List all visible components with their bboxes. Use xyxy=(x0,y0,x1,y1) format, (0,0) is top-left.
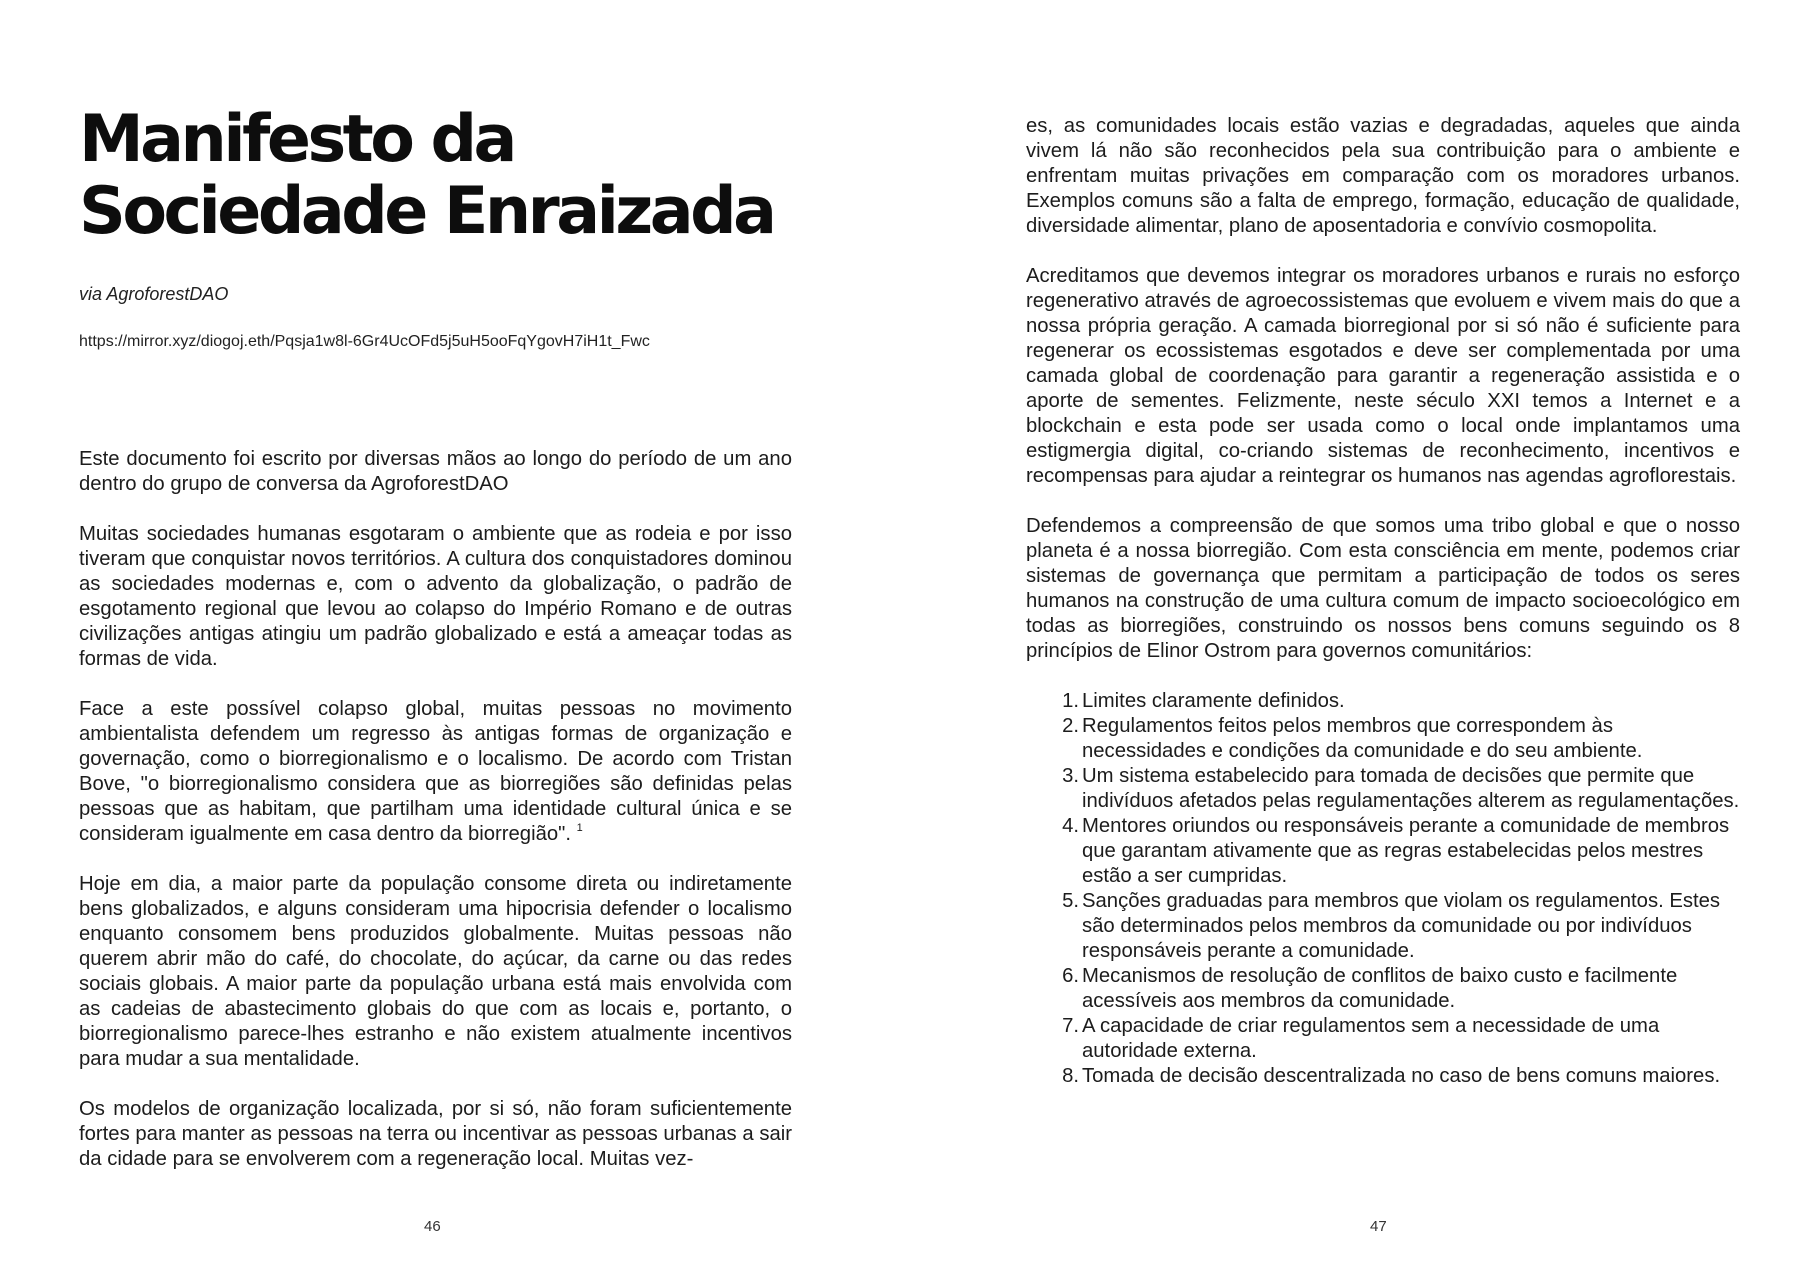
list-number: 7. xyxy=(1062,1015,1079,1037)
list-item xyxy=(1062,1064,1740,1089)
list-item-text: Regulamentos feitos pelos membros que correspondem às necessidades e condições da comunidade e do seu ambiente. xyxy=(1082,715,1643,762)
list-item xyxy=(1062,714,1740,764)
paragraph: Defendemos a compreensão de que somos uma tribo global e que o nosso planeta é a nossa biorregião. Com esta consciência em mente, podemos criar sistemas de governança que permitam a participação de todos os seres humanos na construção de uma cultura comum de impacto socioecológico em todas as biorregiões, construindo os nossos bens comuns seguindo os 8 princípios de Elinor Ostrom para governos comunitários: xyxy=(1026,515,1740,662)
list-item-text: Sanções graduadas para membros que violam os regulamentos. Estes são determinados pelos membros da comunidade ou por indivíduos responsáveis perante a comunidade. xyxy=(1082,890,1721,962)
list-item xyxy=(1062,814,1740,889)
list-item-text: Limites claramente definidos. xyxy=(1082,690,1345,712)
list-item xyxy=(1062,964,1740,1014)
list-number: 2. xyxy=(1062,715,1079,737)
source-url: https://mirror.xyz/diogoj.eth/Pqsja1w8l-6Gr4UcOFd5j5uH5ooFqYgovH7iH1t_Fwc xyxy=(79,333,650,350)
list-item-text: Mecanismos de resolução de conflitos de baixo custo e facilmente acessíveis aos membros da comunidade. xyxy=(1082,965,1678,1012)
paragraph xyxy=(79,697,792,847)
list-number: 5. xyxy=(1062,890,1079,912)
list-number: 8. xyxy=(1062,1065,1079,1087)
list-number: 1. xyxy=(1062,690,1079,712)
list-number: 3. xyxy=(1062,765,1079,787)
paragraph: Este documento foi escrito por diversas mãos ao longo do período de um ano dentro do grupo de conversa da AgroforestDAO xyxy=(79,448,792,495)
list-item-text: Tomada de decisão descentralizada no caso de bens comuns maiores. xyxy=(1082,1065,1721,1087)
paragraph: es, as comunidades locais estão vazias e degradadas, aqueles que ainda vivem lá não são reconhecidos pela sua contribuição para o ambiente e enfrentam muitas privações em comparação com os moradores urbanos. Exemplos comuns são a falta de emprego, formação, educação de qualidade, diversidade alimentar, plano de aposentadoria e convívio cosmopolita. xyxy=(1026,115,1740,237)
source-attribution: via AgroforestDAO xyxy=(79,284,229,304)
paragraph: Os modelos de organização localizada, por si só, não foram suficientemente fortes para manter as pessoas na terra ou incentivar as pessoas urbanas a sair da cidade para se envolverem com a regeneração local. Muitas vez- xyxy=(79,1098,792,1170)
left-text-column xyxy=(79,447,792,1197)
list-item-text: A capacidade de criar regulamentos sem a necessidade de uma autoridade externa. xyxy=(1082,1015,1660,1062)
list-item xyxy=(1062,689,1740,714)
paragraph-text: Face a este possível colapso global, muitas pessoas no movimento ambientalista defendem um regresso às antigas formas de organização e governação, como o biorregionalismo e o localismo. De acordo com Tristan Bove, "o biorregionalismo considera que as biorregiões são definidas pelas pessoas que as habitam, que partilham uma identidade cultural única e se consideram igualmente em casa dentro da biorregião". xyxy=(79,698,792,845)
page-number: 46 xyxy=(424,1218,441,1235)
list-item xyxy=(1062,889,1740,964)
ostrom-principles-list xyxy=(1026,689,1740,1089)
paragraph: Acreditamos que devemos integrar os moradores urbanos e rurais no esforço regenerativo através de agroecossistemas que evoluem e vivem mais do que a nossa própria geração. A camada biorregional por si só não é suficiente para regenerar os ecossistemas esgotados e deve ser complementada por uma camada global de coordenação para garantir a regeneração assistida e o aporte de sementes. Felizmente, neste século XXI temos a Internet e a blockchain e esta pode ser usada como o local onde implantamos uma estigmergia digital, co-criando sistemas de reconhecimento, incentivos e recompensas para ajudar a reintegrar os humanos nas agendas agroflorestais. xyxy=(1026,265,1740,487)
paragraph: Muitas sociedades humanas esgotaram o ambiente que as rodeia e por isso tiveram que conquistar novos territórios. A cultura dos conquistadores dominou as sociedades modernas e, com o advento da globalização, o padrão de esgotamento regional que levou ao colapso do Império Romano e de outras civilizações antigas atingiu um padrão globalizado e está a ameaçar todas as formas de vida. xyxy=(79,523,792,670)
right-text-column xyxy=(1026,114,1740,1089)
page-number: 47 xyxy=(1370,1218,1387,1235)
list-item-text: Mentores oriundos ou responsáveis perante a comunidade de membros que garantam ativamente que as regras estabelecidas pelos mestres estão a ser cumpridas. xyxy=(1082,815,1730,887)
document-title: Manifesto da Sociedade Enraizada xyxy=(79,102,774,249)
paragraph: Hoje em dia, a maior parte da população consome direta ou indiretamente bens globalizados, e alguns consideram uma hipocrisia defender o localismo enquanto consomem bens produzidos globalmente. Muitas pessoas não querem abrir mão do café, do chocolate, do açúcar, da carne ou das redes sociais globais. A maior parte da população urbana está mais envolvida com as cadeias de abastecimento globais do que com as locais e, portanto, o biorregionalismo parece-lhes estranho e não existem atualmente incentivos para mudar a sua mentalidade. xyxy=(79,873,792,1070)
list-item-text: Um sistema estabelecido para tomada de decisões que permite que indivíduos afetados pelas regulamentações alterem as regulamentações. xyxy=(1082,765,1740,812)
list-item xyxy=(1062,764,1740,814)
list-item xyxy=(1062,1014,1740,1064)
footnote-marker: 1 xyxy=(576,822,583,834)
list-number: 4. xyxy=(1062,815,1079,837)
list-number: 6. xyxy=(1062,965,1079,987)
